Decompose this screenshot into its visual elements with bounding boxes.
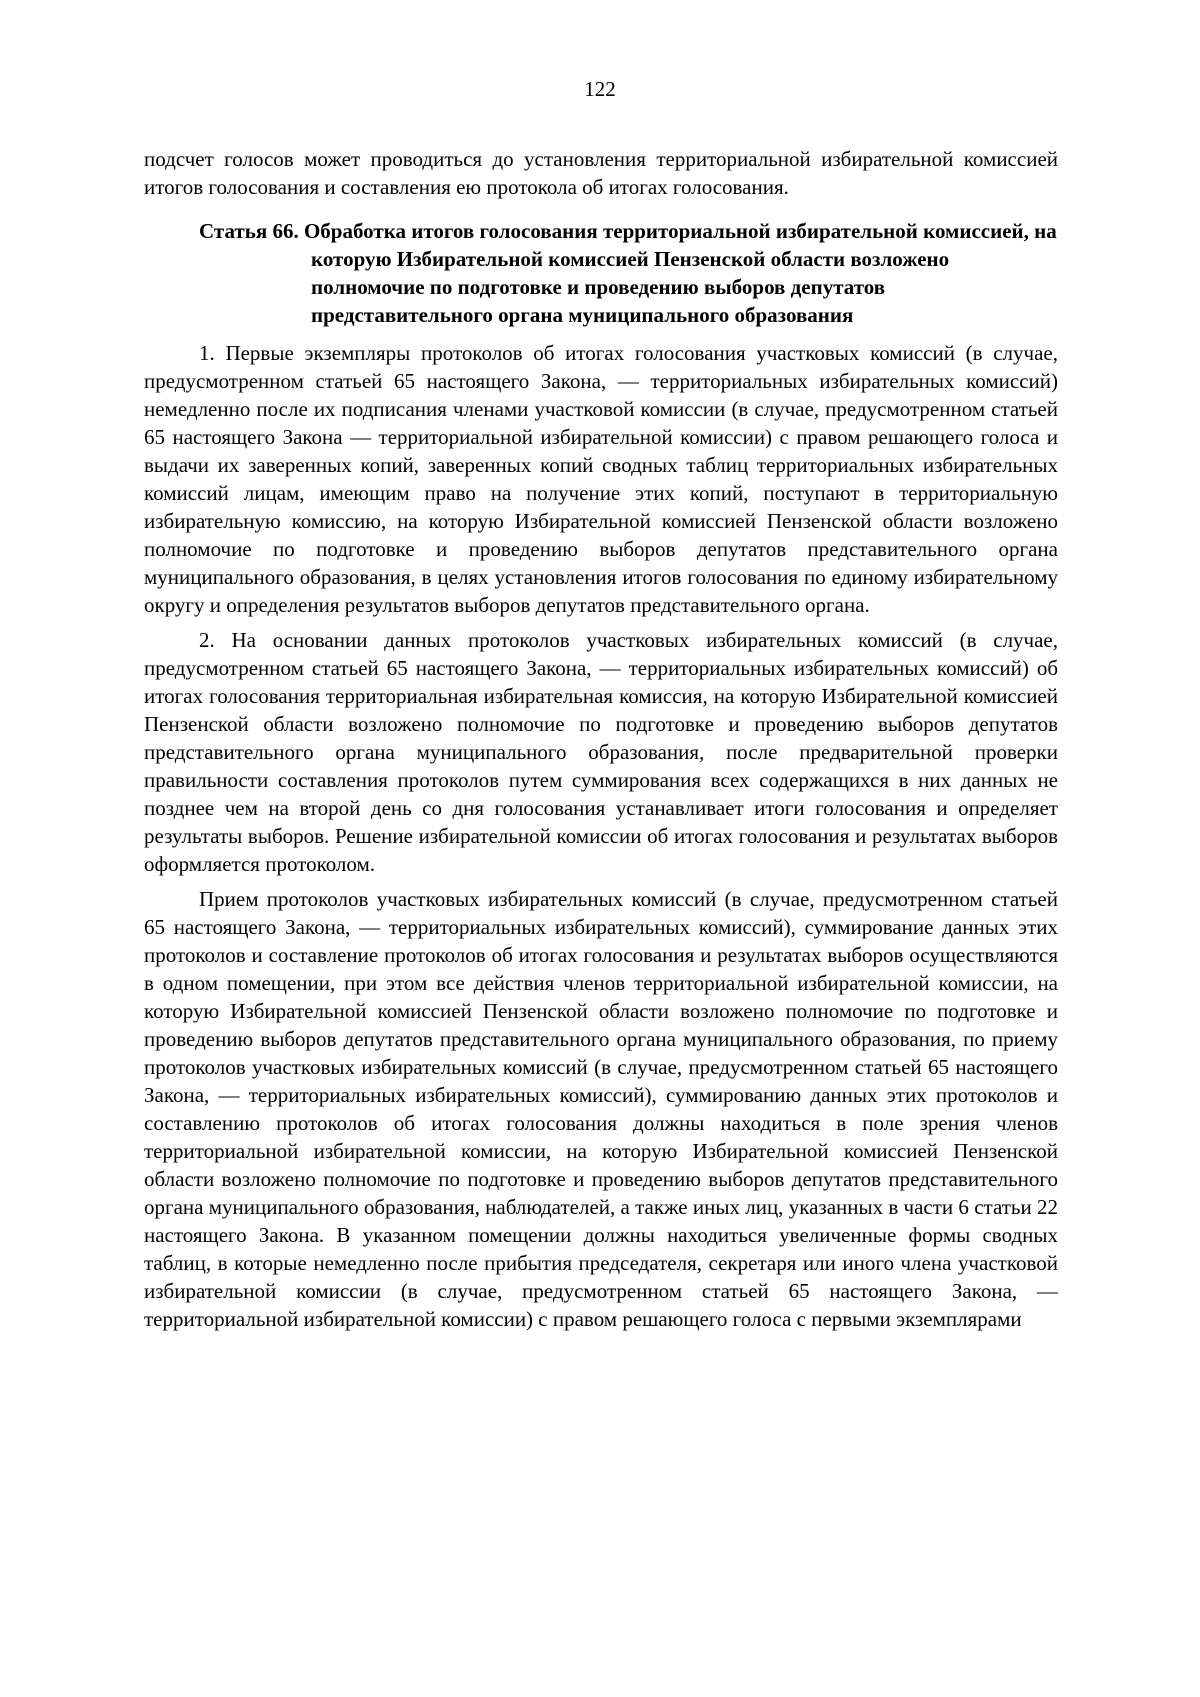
article-heading: Статья 66. Обработка итогов голосования территориальной избирательной комиссией, на которую Избирательной комиссией Пензенской области возложено полномочие по подготовке и проведению выборов депутатов представительного органа муниципального образования <box>199 219 1057 327</box>
intro-paragraph: подсчет голосов может проводиться до установления территориальной избирательной комиссией итогов голосования и составления ею протокола об итогах голосования. <box>144 147 1058 199</box>
page-number: 122 <box>584 77 616 101</box>
paragraph-3: Прием протоколов участковых избирательных комиссий (в случае, предусмотренном статьей 65 настоящего Закона, — территориальных избирательных комиссий), суммирование данных этих протоколов и составление протоколов об итогах голосования и результатах выборов осуществляются в одном помещении, при этом все действия членов территориальной избирательной комиссии, на которую Избирательной комиссией Пензенской области возложено полномочие по подготовке и проведению выборов депутатов представительного органа муниципального образования, по приему протоколов участковых избирательных комиссий (в случае, предусмотренном статьей 65 настоящего Закона, — территориальных избирательных комиссий), суммированию данных этих протоколов и составлению протоколов об итогах голосования должны находиться в поле зрения членов территориальной избирательной комиссии, на которую Избирательной комиссией Пензенской области возложено полномочие по подготовке и проведению выборов депутатов представительного органа муниципального образования, наблюдателей, а также иных лиц, указанных в части 6 статьи 22 настоящего Закона. В указанном помещении должны находиться увеличенные формы сводных таблиц, в которые немедленно после прибытия председателя, секретаря или иного члена участковой избирательной комиссии (в случае, предусмотренном статьей 65 настоящего Закона, — территориальной избирательной комиссии) с правом решающего голоса с первыми экземплярами <box>144 887 1058 1331</box>
paragraph-1: 1. Первые экземпляры протоколов об итогах голосования участковых комиссий (в случае, предусмотренном статьей 65 настоящего Закона, — территориальных избирательных комиссий) немедленно после их подписания членами участковой комиссии (в случае, предусмотренном статьей 65 настоящего Закона — территориальной избирательной комиссии) с правом решающего голоса и выдачи их заверенных копий, заверенных копий сводных таблиц территориальных избирательных комиссий лицам, имеющим право на получение этих копий, поступают в территориальную избирательную комиссию, на которую Избирательной комиссией Пензенской области возложено полномочие по подготовке и проведению выборов депутатов представительного органа муниципального образования, в целях установления итогов голосования по единому избирательному округу и определения результатов выборов депутатов представительного органа. <box>144 341 1058 617</box>
document-body <box>144 145 1058 1333</box>
paragraph-2: 2. На основании данных протоколов участковых избирательных комиссий (в случае, предусмотренном статьей 65 настоящего Закона, — территориальных избирательных комиссий) об итогах голосования территориальная избирательная комиссия, на которую Избирательной комиссией Пензенской области возложено полномочие по подготовке и проведению выборов депутатов представительного органа муниципального образования, после предварительной проверки правильности составления протоколов путем суммирования всех содержащихся в них данных не позднее чем на второй день со дня голосования устанавливает итоги голосования и определяет результаты выборов. Решение избирательной комиссии об итогах голосования и результатах выборов оформляется протоколом. <box>144 628 1058 876</box>
